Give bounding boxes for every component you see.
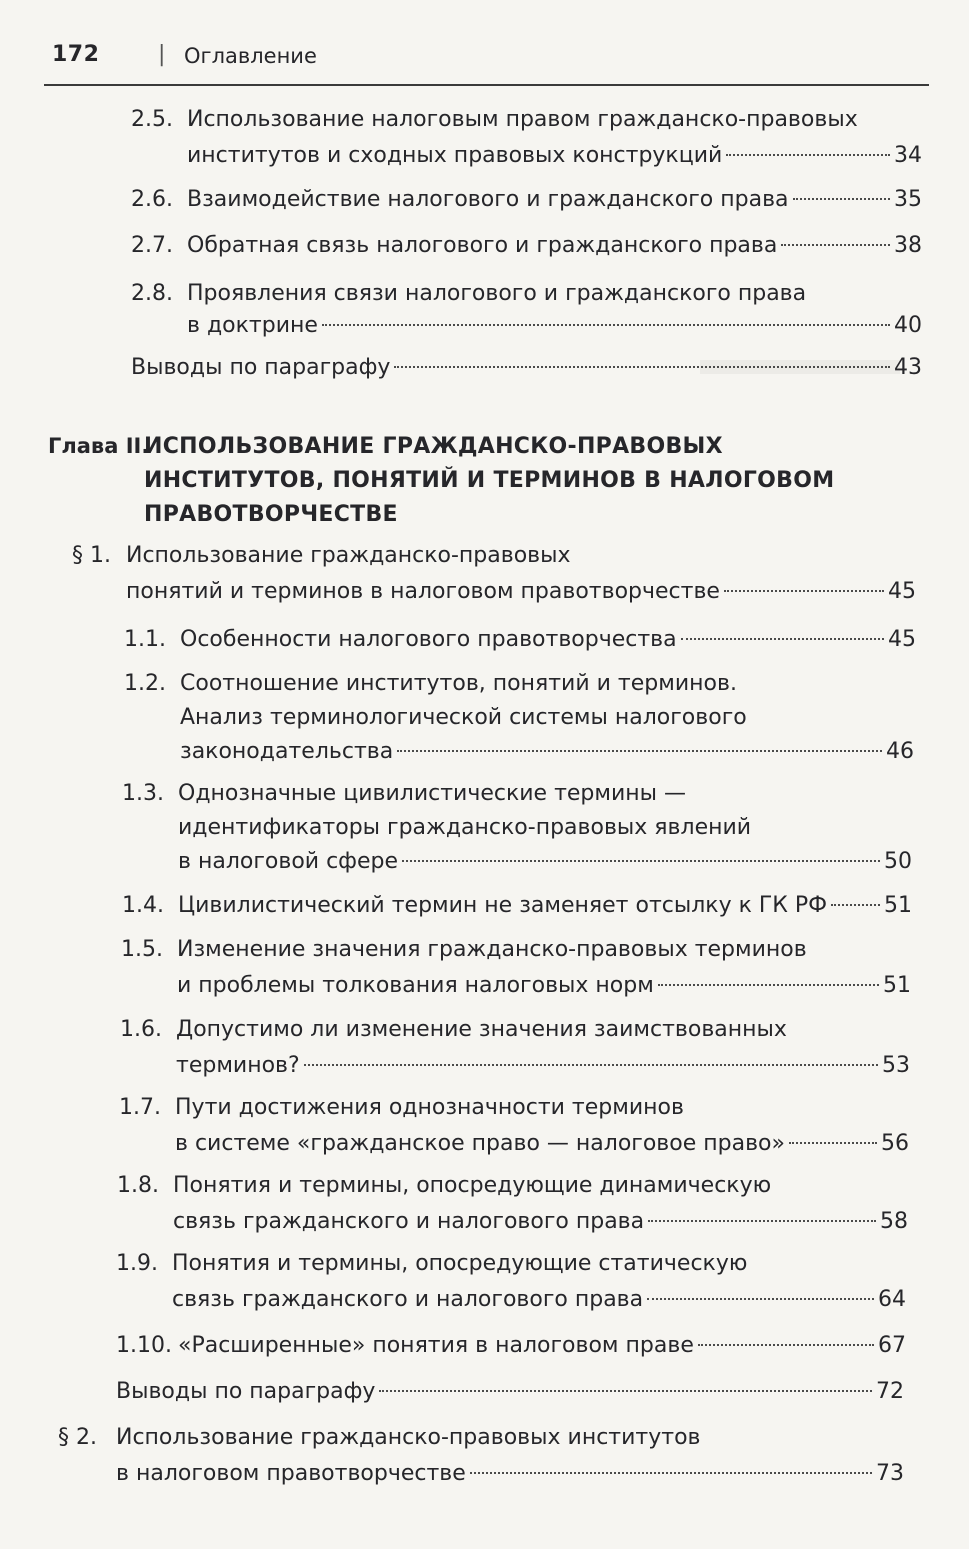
entry-last-line <box>180 624 916 656</box>
running-title: Оглавление <box>184 44 317 68</box>
entry-title-line: в налоговой сфере <box>178 849 399 874</box>
entry-title-line: Цивилистический термин не заменяет отсылку к ГК РФ <box>178 893 828 918</box>
entry-number: 1.1. <box>124 627 166 652</box>
entry-number: 1.5. <box>121 937 163 962</box>
entry-title-line: терминов? <box>176 1053 300 1078</box>
entry-title-line: понятий и терминов в налоговом правотворчестве <box>126 579 720 604</box>
entry-last-line <box>126 576 916 608</box>
entry-number: 2.5. <box>131 107 173 132</box>
entry-number: 2.8. <box>131 281 173 306</box>
page-ref: 73 <box>876 1461 904 1486</box>
entry-number: 1.3. <box>122 781 164 806</box>
entry-title-line: Особенности налогового правотворчества <box>180 627 677 652</box>
entry-title-line: идентификаторы гражданско-правовых явлений <box>178 815 752 840</box>
toc-entry[interactable] <box>0 778 969 882</box>
entry-title-line: связь гражданского и налогового права <box>172 1287 644 1312</box>
page-ref: 46 <box>886 739 914 764</box>
dot-leader <box>648 1220 876 1222</box>
page-number: 172 <box>52 42 100 67</box>
toc-entry[interactable] <box>0 1170 969 1242</box>
dot-leader <box>470 1472 872 1474</box>
toc-entry[interactable] <box>0 1014 969 1086</box>
entry-title-line: Понятия и термины, опосредующие статическую <box>172 1251 748 1276</box>
dot-leader <box>831 904 880 906</box>
page-ref: 67 <box>878 1333 906 1358</box>
entry-title-line: законодательства <box>180 739 394 764</box>
toc-entry[interactable] <box>0 624 969 660</box>
dot-leader <box>724 590 884 592</box>
toc-entry[interactable] <box>0 668 969 772</box>
entry-title-line: Использование гражданско-правовых <box>126 543 571 568</box>
entry-last-line <box>180 736 914 768</box>
header-rule <box>44 84 929 86</box>
chapter-title-line: ИНСТИТУТОВ, ПОНЯТИЙ И ТЕРМИНОВ В НАЛОГОВОМ <box>144 468 835 493</box>
page-ref: 50 <box>884 849 912 874</box>
entry-title-line: в налоговом правотворчестве <box>116 1461 466 1486</box>
entry-title-line: Выводы по параграфу <box>131 355 391 380</box>
dot-leader <box>698 1344 874 1346</box>
toc-entry[interactable] <box>0 1248 969 1320</box>
page-ref: 64 <box>878 1287 906 1312</box>
page-ref: 38 <box>894 233 922 258</box>
dot-leader <box>658 984 879 986</box>
page-ref: 51 <box>883 973 911 998</box>
entry-number: § 2. <box>58 1425 97 1450</box>
entry-number: 1.7. <box>119 1095 161 1120</box>
toc-entry[interactable] <box>0 1376 969 1412</box>
page-ref: 58 <box>880 1209 908 1234</box>
entry-last-line <box>116 1458 904 1490</box>
entry-last-line <box>116 1376 904 1408</box>
toc-entry[interactable] <box>0 1422 969 1494</box>
entry-title-line: Обратная связь налогового и гражданского права <box>187 233 778 258</box>
toc-entry[interactable] <box>0 278 969 350</box>
dot-leader <box>793 198 890 200</box>
toc-entry[interactable] <box>0 1330 969 1366</box>
entry-last-line <box>187 230 922 262</box>
page-ref: 45 <box>888 627 916 652</box>
entry-last-line <box>178 890 912 922</box>
entry-number: 1.8. <box>117 1173 159 1198</box>
dot-leader <box>789 1142 877 1144</box>
entry-title-line: институтов и сходных правовых конструкций <box>187 143 723 168</box>
entry-title-line: и проблемы толкования налоговых норм <box>177 973 654 998</box>
chapter-title-line: ПРАВОТВОРЧЕСТВЕ <box>144 502 398 527</box>
dot-leader <box>726 154 890 156</box>
entry-title-line: «Расширенные» понятия в налоговом праве <box>177 1333 694 1358</box>
entry-title-line: в доктрине <box>187 313 318 338</box>
dot-leader <box>402 860 880 862</box>
toc-entry[interactable] <box>0 540 969 612</box>
entry-number: 2.6. <box>131 187 173 212</box>
entry-title-line: Анализ терминологической системы налогового <box>180 705 747 730</box>
entry-title-line: связь гражданского и налогового права <box>173 1209 645 1234</box>
toc-entry[interactable] <box>0 230 969 266</box>
header-separator: | <box>158 42 166 67</box>
dot-leader <box>379 1390 872 1392</box>
entry-last-line <box>175 1128 909 1160</box>
chapter-label: Глава II. <box>48 434 150 458</box>
page-header <box>44 38 929 86</box>
entry-number: 2.7. <box>131 233 173 258</box>
dot-leader <box>394 366 890 368</box>
toc-entry[interactable] <box>0 934 969 1006</box>
entry-last-line <box>176 1050 910 1082</box>
toc-entry[interactable] <box>0 104 969 176</box>
entry-last-line <box>131 352 922 384</box>
dot-leader <box>681 638 884 640</box>
entry-title-line: Допустимо ли изменение значения заимствованных <box>176 1017 787 1042</box>
entry-last-line <box>177 970 911 1002</box>
page-ref: 72 <box>876 1379 904 1404</box>
entry-last-line <box>187 310 922 342</box>
page-ref: 35 <box>894 187 922 212</box>
entry-title-line: в системе «гражданское право — налоговое право» <box>175 1131 785 1156</box>
entry-last-line <box>172 1284 906 1316</box>
entry-title-line: Понятия и термины, опосредующие динамическую <box>173 1173 772 1198</box>
entry-last-line <box>178 846 912 878</box>
page-ref: 45 <box>888 579 916 604</box>
page-ref: 40 <box>894 313 922 338</box>
toc-entry[interactable] <box>0 1092 969 1164</box>
entry-last-line <box>187 184 922 216</box>
entry-last-line <box>173 1206 908 1238</box>
page-ref: 51 <box>884 893 912 918</box>
page-ref: 34 <box>894 143 922 168</box>
entry-last-line <box>187 140 922 172</box>
entry-title-line: Пути достижения однозначности терминов <box>175 1095 684 1120</box>
dot-leader <box>397 750 882 752</box>
chapter-title-line: ИСПОЛЬЗОВАНИЕ ГРАЖДАНСКО-ПРАВОВЫХ <box>144 434 723 459</box>
dot-leader <box>322 324 890 326</box>
page-ref: 43 <box>894 355 922 380</box>
dot-leader <box>647 1298 874 1300</box>
dot-leader <box>304 1064 878 1066</box>
entry-number: § 1. <box>72 543 111 568</box>
entry-number: 1.10. <box>116 1333 172 1358</box>
toc-entry[interactable] <box>0 352 969 388</box>
toc-entry[interactable] <box>0 890 969 926</box>
page-ref: 56 <box>881 1131 909 1156</box>
entry-title-line: Проявления связи налогового и гражданского права <box>187 281 807 306</box>
entry-title-line: Однозначные цивилистические термины — <box>178 781 687 806</box>
entry-number: 1.9. <box>116 1251 158 1276</box>
entry-title-line: Выводы по параграфу <box>116 1379 376 1404</box>
dot-leader <box>781 244 890 246</box>
entry-number: 1.6. <box>120 1017 162 1042</box>
entry-last-line <box>116 1330 906 1362</box>
page-ref: 53 <box>882 1053 910 1078</box>
entry-title-line: Взаимодействие налогового и гражданского права <box>187 187 789 212</box>
entry-title-line: Использование налоговым правом гражданско-правовых <box>187 107 858 132</box>
entry-title-line: Соотношение институтов, понятий и терминов. <box>180 671 737 696</box>
entry-title-line: Изменение значения гражданско-правовых терминов <box>177 937 807 962</box>
entry-title-line: Использование гражданско-правовых институтов <box>116 1425 701 1450</box>
entry-number: 1.4. <box>122 893 164 918</box>
toc-entry[interactable] <box>0 184 969 220</box>
entry-number: 1.2. <box>124 671 166 696</box>
